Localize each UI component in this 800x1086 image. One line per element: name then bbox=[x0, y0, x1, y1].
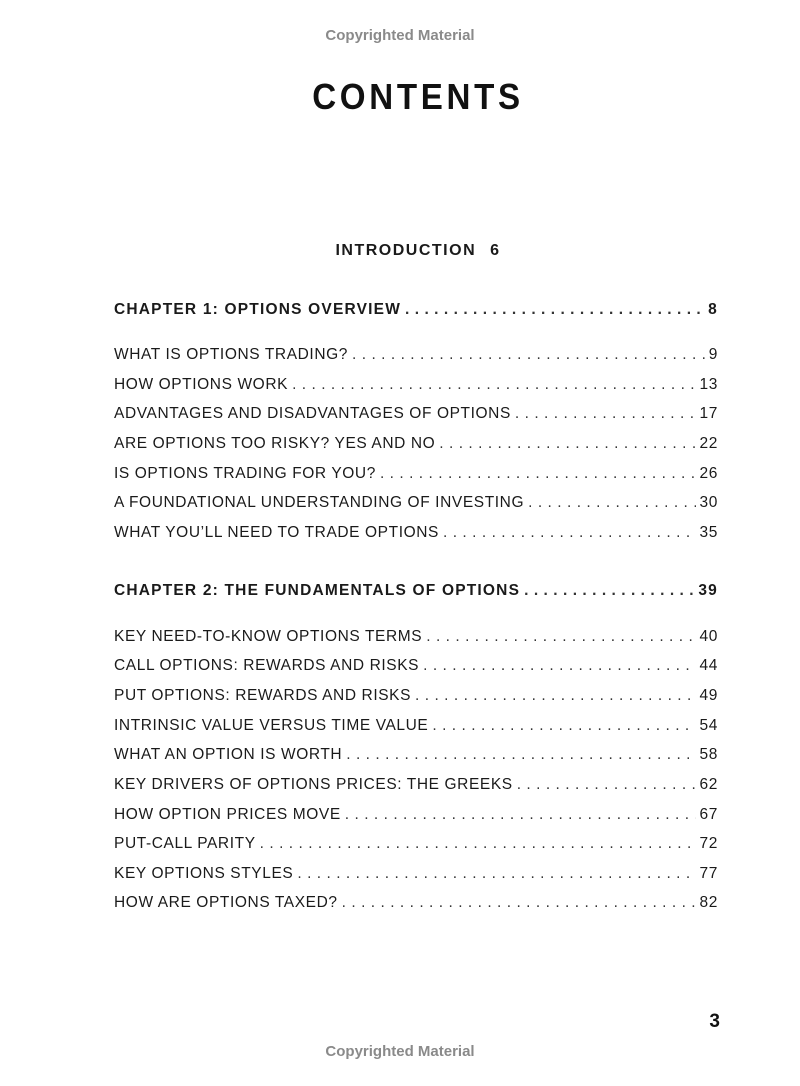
toc-entry[interactable] bbox=[114, 376, 718, 398]
toc-entry[interactable] bbox=[114, 628, 718, 650]
copyright-watermark-top: Copyrighted Material bbox=[325, 27, 475, 44]
entry-page-number: 62 bbox=[699, 776, 718, 793]
entry-title: CALL OPTIONS: REWARDS AND RISKS bbox=[114, 657, 420, 674]
toc-chapter-2[interactable] bbox=[114, 582, 718, 604]
entry-page-number: 22 bbox=[699, 435, 718, 452]
entry-title: A FOUNDATIONAL UNDERSTANDING OF INVESTING bbox=[114, 494, 525, 511]
chapter-page-number: 8 bbox=[708, 301, 718, 318]
entry-title: WHAT YOU’LL NEED TO TRADE OPTIONS bbox=[114, 524, 439, 541]
entry-page-number: 72 bbox=[699, 835, 718, 852]
dot-leader bbox=[515, 405, 696, 423]
chapter-page-number: 39 bbox=[698, 582, 718, 599]
dot-leader bbox=[423, 657, 695, 675]
entry-title: WHAT IS OPTIONS TRADING? bbox=[114, 346, 349, 363]
entry-title: HOW OPTIONS WORK bbox=[114, 376, 289, 393]
toc-entry[interactable] bbox=[114, 687, 718, 709]
toc-entry[interactable] bbox=[114, 894, 718, 916]
chapter-title: CHAPTER 1: OPTIONS OVERVIEW bbox=[114, 301, 402, 318]
entry-title: KEY OPTIONS STYLES bbox=[114, 865, 294, 882]
introduction-page: 6 bbox=[490, 242, 501, 259]
toc-entry[interactable] bbox=[114, 865, 718, 887]
entry-title: ARE OPTIONS TOO RISKY? YES AND NO bbox=[114, 435, 436, 452]
entry-page-number: 13 bbox=[699, 376, 718, 393]
entry-title: WHAT AN OPTION IS WORTH bbox=[114, 746, 343, 763]
dot-leader bbox=[405, 301, 704, 319]
toc-entry[interactable] bbox=[114, 524, 718, 546]
toc-introduction[interactable] bbox=[0, 242, 800, 260]
dot-leader bbox=[443, 524, 696, 542]
toc-entry[interactable] bbox=[114, 465, 718, 487]
entry-page-number: 9 bbox=[708, 346, 718, 363]
entry-title: INTRINSIC VALUE VERSUS TIME VALUE bbox=[114, 717, 429, 734]
entry-page-number: 49 bbox=[699, 687, 718, 704]
dot-leader bbox=[346, 746, 695, 764]
entry-page-number: 77 bbox=[699, 865, 718, 882]
toc-entry[interactable] bbox=[114, 405, 718, 427]
dot-leader bbox=[426, 628, 695, 646]
toc-entry[interactable] bbox=[114, 494, 718, 516]
dot-leader bbox=[380, 465, 696, 483]
toc-entry[interactable] bbox=[114, 806, 718, 828]
dot-leader bbox=[352, 346, 705, 364]
entry-title: ADVANTAGES AND DISADVANTAGES OF OPTIONS bbox=[114, 405, 511, 422]
entry-title: HOW ARE OPTIONS TAXED? bbox=[114, 894, 338, 911]
entry-page-number: 40 bbox=[699, 628, 718, 645]
toc-entry[interactable] bbox=[114, 657, 718, 679]
entry-page-number: 67 bbox=[699, 806, 718, 823]
entry-page-number: 26 bbox=[699, 465, 718, 482]
entry-page-number: 30 bbox=[699, 494, 718, 511]
page-title: CONTENTS bbox=[312, 76, 524, 117]
entry-page-number: 44 bbox=[699, 657, 718, 674]
dot-leader bbox=[432, 717, 695, 735]
entry-title: KEY NEED-TO-KNOW OPTIONS TERMS bbox=[114, 628, 423, 645]
entry-page-number: 54 bbox=[699, 717, 718, 734]
dot-leader bbox=[517, 776, 696, 794]
entry-page-number: 35 bbox=[699, 524, 718, 541]
dot-leader bbox=[439, 435, 695, 453]
introduction-label: INTRODUCTION bbox=[335, 242, 477, 259]
entry-title: PUT OPTIONS: REWARDS AND RISKS bbox=[114, 687, 412, 704]
toc-entry[interactable] bbox=[114, 776, 718, 798]
dot-leader bbox=[524, 582, 694, 600]
toc-entry[interactable] bbox=[114, 835, 718, 857]
copyright-watermark-bottom: Copyrighted Material bbox=[325, 1043, 475, 1060]
entry-title: HOW OPTION PRICES MOVE bbox=[114, 806, 341, 823]
page-number: 3 bbox=[709, 1011, 720, 1032]
entry-page-number: 17 bbox=[699, 405, 718, 422]
dot-leader bbox=[260, 835, 696, 853]
entry-page-number: 82 bbox=[699, 894, 718, 911]
dot-leader bbox=[345, 806, 696, 824]
toc-entry[interactable] bbox=[114, 435, 718, 457]
toc-entry[interactable] bbox=[114, 346, 718, 368]
entry-title: PUT-CALL PARITY bbox=[114, 835, 256, 852]
toc-chapter-1[interactable] bbox=[114, 301, 718, 323]
dot-leader bbox=[415, 687, 696, 705]
entry-title: IS OPTIONS TRADING FOR YOU? bbox=[114, 465, 376, 482]
chapter-title: CHAPTER 2: THE FUNDAMENTALS OF OPTIONS bbox=[114, 582, 521, 599]
dot-leader bbox=[292, 376, 695, 394]
dot-leader bbox=[297, 865, 695, 883]
toc-entry[interactable] bbox=[114, 746, 718, 768]
dot-leader bbox=[342, 894, 696, 912]
dot-leader bbox=[528, 494, 695, 512]
entry-page-number: 58 bbox=[699, 746, 718, 763]
entry-title: KEY DRIVERS OF OPTIONS PRICES: THE GREEKS bbox=[114, 776, 513, 793]
toc-entry[interactable] bbox=[114, 717, 718, 739]
